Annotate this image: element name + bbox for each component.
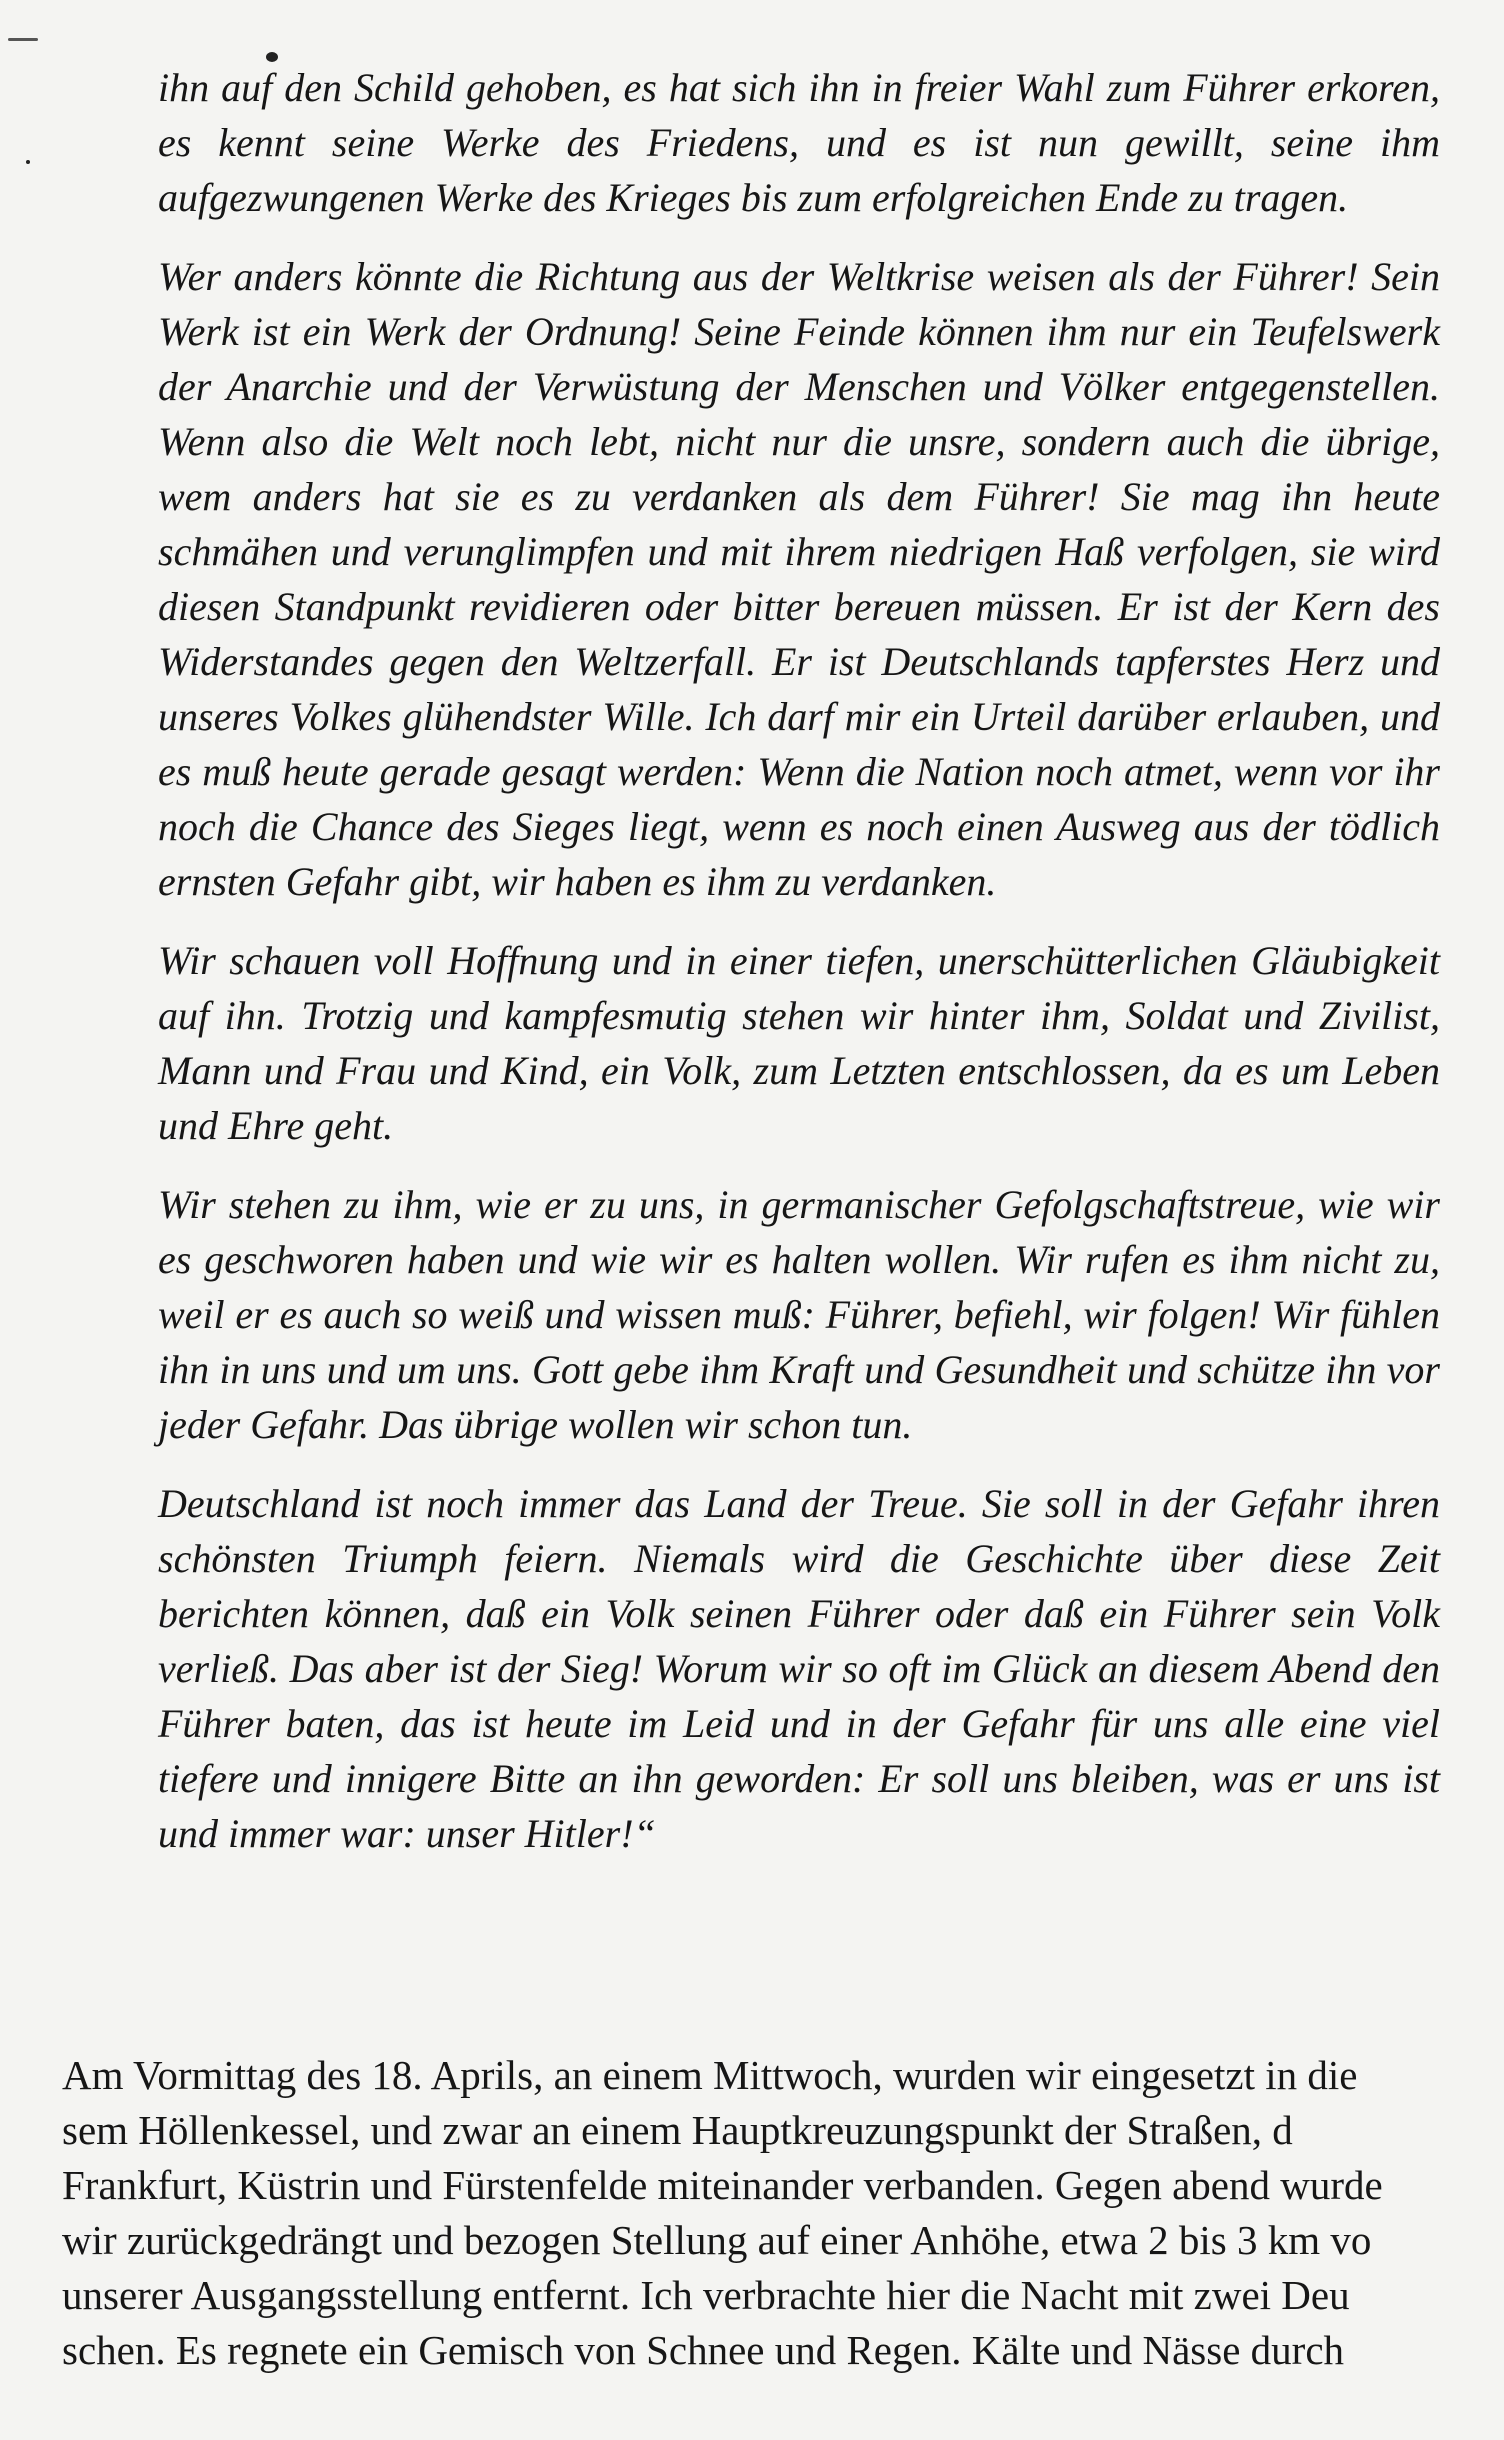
quote-paragraph: Deutschland ist noch immer das Land der Treue. Sie soll in der Gefahr ihren schönsten Triumph feiern. Niemals wird die Geschichte über diese Zeit berichten können, daß ein Volk seinen Führer oder daß ein Führer sein Volk verließ. Das aber ist der Sieg! Worum wir so oft im Glück an diesem Abend den Führer baten, das ist heute im Leid und in der Gefahr für uns alle eine viel tiefere und innigere Bitte an ihn geworden: Er soll uns bleiben, was er uns ist und immer war: unser Hitler!“	[158, 1481, 1440, 1856]
quoted-speech	[158, 60, 1440, 1885]
quote-paragraph: Wir stehen zu ihm, wie er zu uns, in germanischer Gefolgschaftstreue, wie wir es geschworen haben und wie wir es halten wollen. Wir rufen es ihm nicht zu, weil er es auch so weiß und wissen muß: Führer, befiehl, wir folgen! Wir fühlen ihn in uns und um uns. Gott gebe ihm Kraft und Gesundheit und schütze ihn vor jeder Gefahr. Das übrige wollen wir schon tun.	[158, 1182, 1440, 1447]
narrative-text	[62, 2048, 1504, 2378]
quote-paragraph: Wer anders könnte die Richtung aus der Weltkrise weisen als der Führer! Sein Werk ist ein Werk der Ordnung! Seine Feinde können ihm nur ein Teufelswerk der Anarchie und der Verwüstung der Menschen und Völker entgegenstellen. Wenn also die Welt noch lebt, nicht nur die unsre, sondern auch die übrige, wem anders hat sie es zu verdanken als dem Führer! Sie mag ihn heute schmähen und verunglimpfen und mit ihrem niedrigen Haß verfolgen, sie wird diesen Standpunkt revidieren oder bitter bereuen müssen. Er ist der Kern des Widerstandes gegen den Weltzerfall. Er ist Deutschlands tapferstes Herz und unseres Volkes glühendster Wille. Ich darf mir ein Urteil darüber erlauben, und es muß heute gerade gesagt werden: Wenn die Nation noch atmet, wenn vor ihr noch die Chance des Sieges liegt, wenn es noch einen Ausweg aus der tödlich ernsten Gefahr gibt, wir haben es ihm zu verdanken.	[158, 254, 1440, 904]
narrative-paragraph	[62, 2048, 1504, 2378]
quote-paragraph: ihn auf den Schild gehoben, es hat sich ihn in freier Wahl zum Führer erkoren, es kennt seine Werke des Friedens, und es ist nun gewillt, seine ihm aufgezwungenen Werke des Krieges bis zum erfolgreichen Ende zu tragen.	[158, 65, 1440, 220]
text-line: Frankfurt, Küstrin und Fürstenfelde miteinander verbanden. Gegen abend wurde	[62, 2162, 1383, 2208]
ink-speck	[8, 38, 38, 41]
text-line: unserer Ausgangsstellung entfernt. Ich verbrachte hier die Nacht mit zwei Deu	[62, 2272, 1350, 2318]
quote-paragraph: Wir schauen voll Hoffnung und in einer tiefen, unerschütterlichen Gläubigkeit auf ihn. Trotzig und kampfesmutig stehen wir hinter ihm, Soldat und Zivilist, Mann und Frau und Kind, ein Volk, zum Letzten entschlossen, da es um Leben und Ehre geht.	[158, 938, 1440, 1148]
text-line: sem Höllenkessel, und zwar an einem Hauptkreuzungspunkt der Straßen, d	[62, 2107, 1293, 2153]
text-line: schen. Es regnete ein Gemisch von Schnee und Regen. Kälte und Nässe durch	[62, 2327, 1345, 2373]
ink-speck	[26, 160, 30, 164]
text-line: wir zurückgedrängt und bezogen Stellung auf einer Anhöhe, etwa 2 bis 3 km vo	[62, 2217, 1372, 2263]
text-line: Am Vormittag des 18. Aprils, an einem Mittwoch, wurden wir eingesetzt in die	[62, 2052, 1358, 2098]
